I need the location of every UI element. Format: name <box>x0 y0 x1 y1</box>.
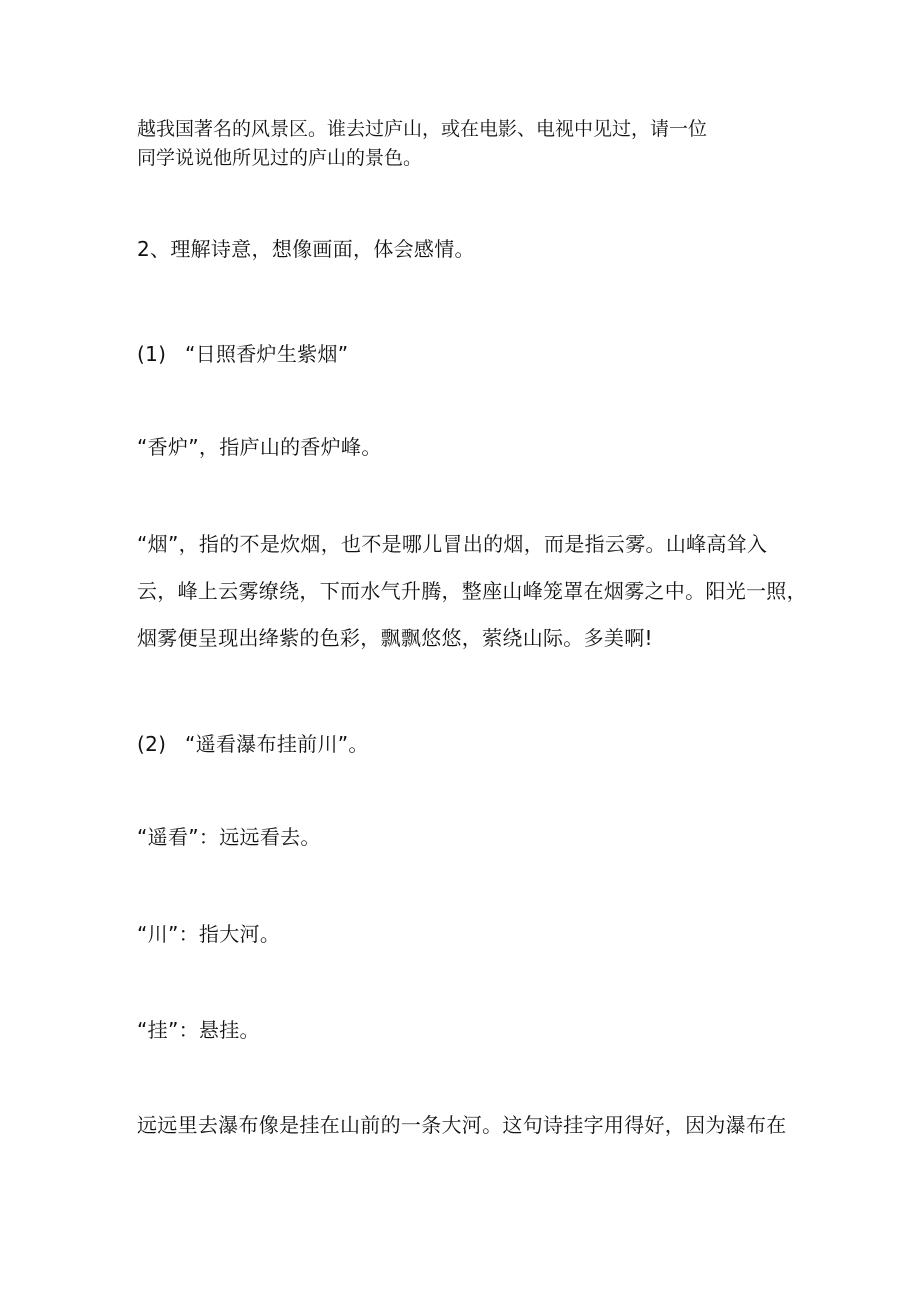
closing-line: 远远里去瀑布像是挂在山前的一条大河。这句诗挂字用得好，因为瀑布在 <box>137 1113 787 1137</box>
yan-paragraph-line-1: “烟”，指的不是炊烟，也不是哪儿冒出的烟，而是指云雾。山峰高耸入 <box>137 532 768 556</box>
yan-paragraph-line-3: 烟雾便呈现出绛紫的色彩，飘飘悠悠，萦绕山际。多美啊! <box>137 626 653 650</box>
yan-paragraph-line-2: 云，峰上云雾缭绕，下而水气升腾，整座山峰笼罩在烟雾之中。阳光一照， <box>137 579 807 603</box>
chuan-note: “川”：指大河。 <box>137 922 281 946</box>
intro-line-2: 同学说说他所见过的庐山的景色。 <box>137 147 423 169</box>
item-2-line <box>137 732 369 756</box>
item-2-quote: “遥看瀑布挂前川”。 <box>185 732 369 756</box>
item-1-quote: “日照香炉生紫烟” <box>185 342 349 366</box>
intro-line-1: 越我国著名的风景区。谁去过庐山，或在电影、电视中见过，请一位 <box>137 118 708 140</box>
section-2-heading: 2、理解诗意，想像画面，体会感情。 <box>137 237 475 261</box>
item-2-number: (2) <box>137 732 167 756</box>
xianglu-note: “香炉”，指庐山的香炉峰。 <box>137 435 382 459</box>
item-1-line <box>137 342 348 366</box>
item-1-number: (1) <box>137 342 167 366</box>
gua-note: “挂”：悬挂。 <box>137 1018 260 1042</box>
yaokan-note: “遥看”：远远看去。 <box>137 825 321 849</box>
